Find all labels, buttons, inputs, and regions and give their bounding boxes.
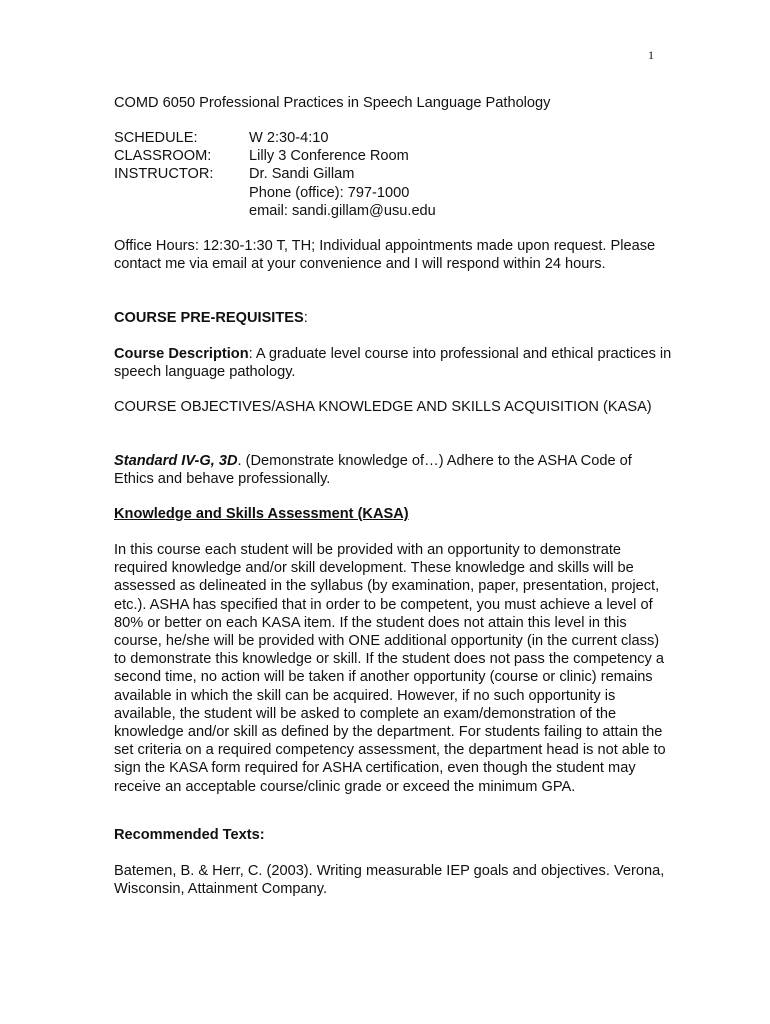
course-description	[114, 345, 674, 381]
classroom-value: Lilly 3 Conference Room	[249, 148, 409, 165]
page-number: 1	[648, 48, 654, 62]
classroom-label: CLASSROOM:	[114, 148, 212, 165]
course-description-label: Course Description	[114, 346, 249, 362]
schedule-row	[114, 129, 436, 147]
course-description-text: : A graduate level course into professional and ethical practices in speech language pathology.	[114, 346, 672, 381]
course-info	[114, 129, 436, 220]
prerequisites-suffix: :	[303, 310, 308, 326]
standard-label: Standard IV-G, 3D	[114, 453, 238, 469]
instructor-value: Dr. Sandi Gillam	[249, 166, 355, 183]
instructor-label: INSTRUCTOR:	[114, 166, 214, 183]
standard-text: . (Demonstrate knowledge of…) Adhere to the ASHA Code of Ethics and behave professionally.	[114, 453, 632, 488]
kasa-heading: Knowledge and Skills Assessment (KASA)	[114, 506, 409, 522]
prerequisites	[114, 309, 674, 327]
instructor-row	[114, 165, 436, 183]
objectives-heading: COURSE OBJECTIVES/ASHA KNOWLEDGE AND SKILLS ACQUISITION (KASA)	[114, 399, 652, 415]
classroom-row	[114, 147, 436, 165]
prerequisites-label: COURSE PRE-REQUISITES	[114, 310, 304, 326]
phone-row	[114, 184, 436, 202]
standard	[114, 452, 674, 488]
course-title: COMD 6050 Professional Practices in Speech Language Pathology	[114, 95, 551, 111]
email-value: email: sandi.gillam@usu.edu	[249, 202, 436, 219]
schedule-label: SCHEDULE:	[114, 130, 198, 146]
schedule-value: W 2:30-4:10	[249, 130, 329, 146]
kasa-paragraph: In this course each student will be provided with an opportunity to demonstrate required knowledge and/or skill development. These knowledge and skills will be assessed as delineated in the syllabus (by examination, paper, presentation, project, etc.). ASHA has specified that in order to be competent, you must achieve a level of 80% or better on each KASA item. If the student does not attain this level in this course, he/she will be provided with ONE additional opportunity (in the current class) to demonstrate this knowledge or skill. If the student does not pass the competency a second time, no action will be taken if another opportunity (course or clinic) remains available in which the skill can be acquired. However, if no such opportunity is available, the student will be asked to complete an exam/demonstration of the knowledge and/or skill as defined by the department. For students failing to attain the set criteria on a required competency assessment, the department head is not able to sign the KASA form required for ASHA certification, even though the student may receive an acceptable course/clinic grade or exceed the minimum GPA.	[114, 542, 666, 795]
email-row	[114, 202, 436, 220]
reference-entry: Batemen, B. & Herr, C. (2003). Writing measurable IEP goals and objectives. Verona, Wisconsin, Attainment Company.	[114, 863, 665, 898]
recommended-texts-heading: Recommended Texts:	[114, 827, 265, 843]
office-hours: Office Hours: 12:30-1:30 T, TH; Individual appointments made upon request. Please contact me via email at your convenience and I will respond within 24 hours.	[114, 238, 656, 273]
phone-value: Phone (office): 797-1000	[249, 184, 410, 201]
